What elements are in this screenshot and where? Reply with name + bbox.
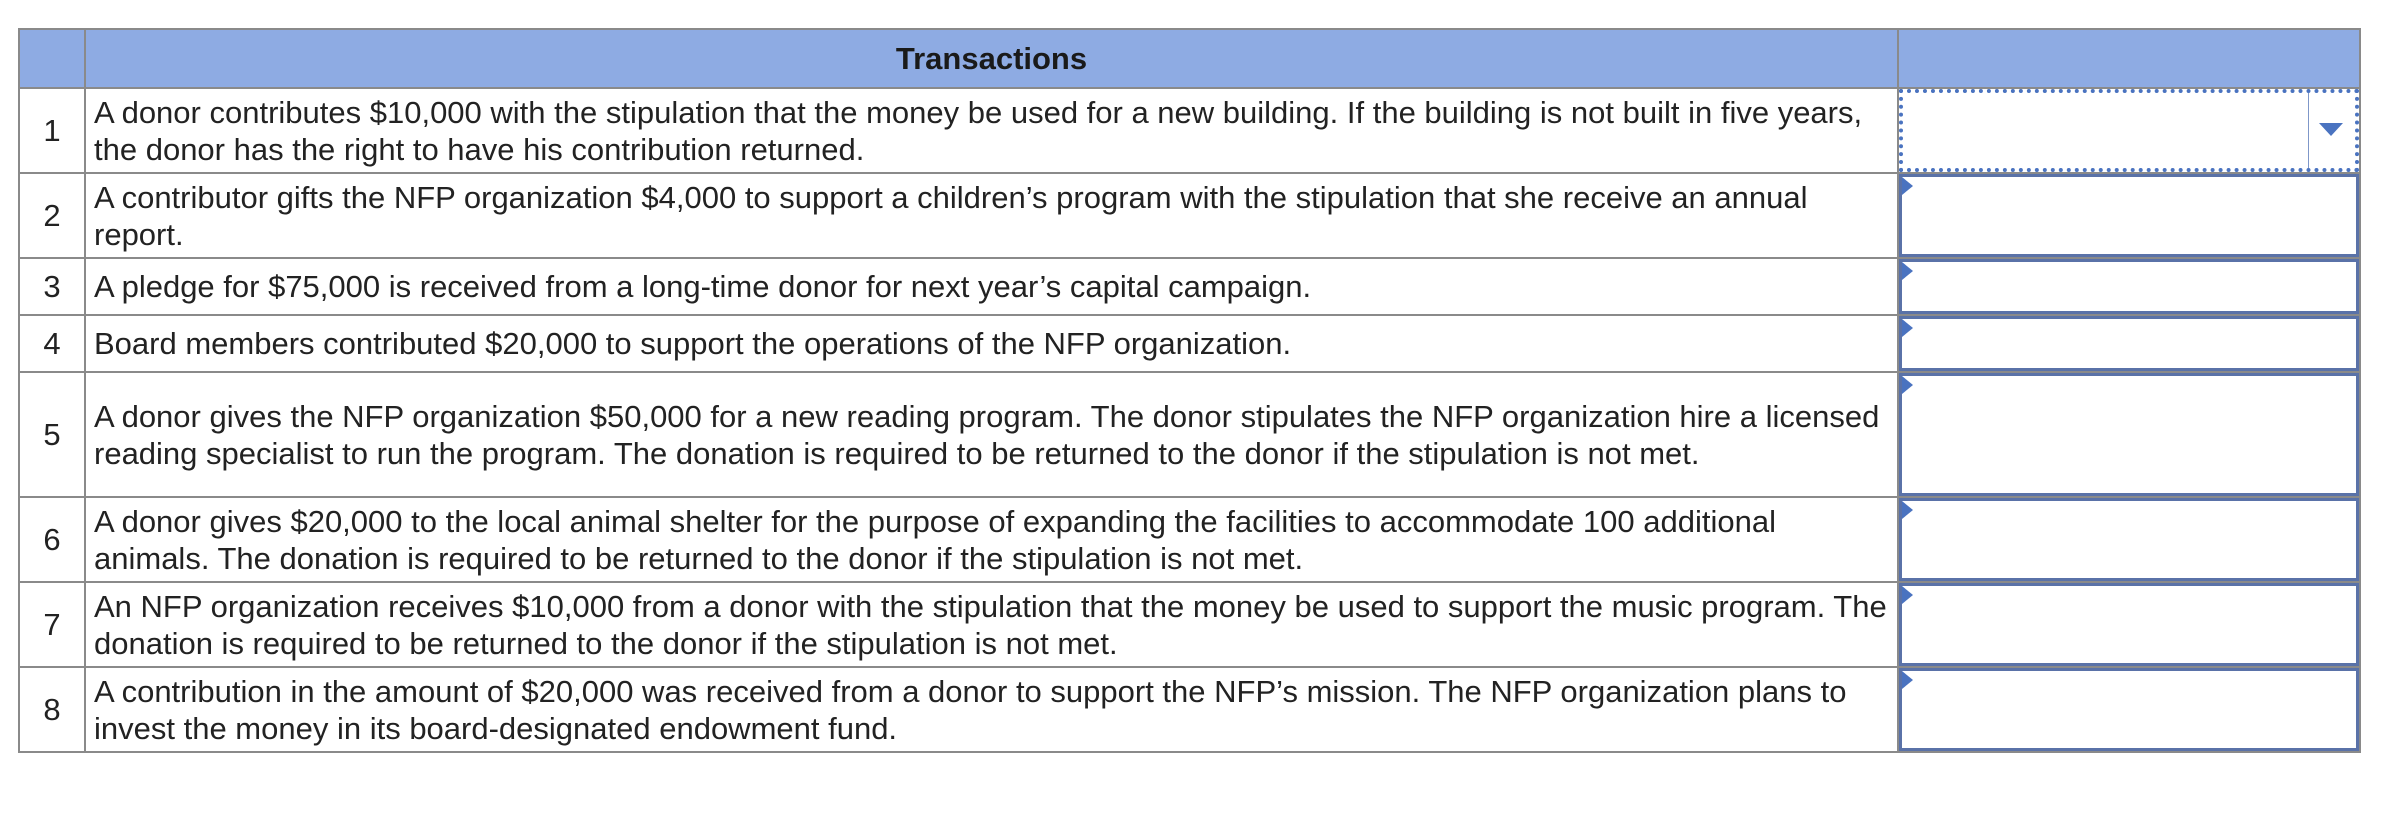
answer-cell[interactable] <box>1898 88 2360 173</box>
answer-dropdown[interactable] <box>1899 89 2359 172</box>
answer-dropdown[interactable] <box>1899 373 2359 496</box>
table-row <box>19 173 2360 258</box>
row-number: 7 <box>19 582 85 667</box>
row-number: 1 <box>19 88 85 173</box>
table-row <box>19 88 2360 173</box>
transaction-text: A donor contributes $10,000 with the stipulation that the money be used for a new building. If the building is not built in five years, the donor has the right to have his contribution returned. <box>85 88 1898 173</box>
answer-cell[interactable] <box>1898 497 2360 582</box>
answer-dropdown[interactable] <box>1899 583 2359 666</box>
dropdown-separator <box>2308 93 2309 168</box>
row-number: 6 <box>19 497 85 582</box>
row-number: 5 <box>19 372 85 497</box>
header-answer <box>1898 29 2360 88</box>
answer-cell[interactable] <box>1898 173 2360 258</box>
table-row <box>19 372 2360 497</box>
row-number: 4 <box>19 315 85 372</box>
answer-dropdown[interactable] <box>1899 668 2359 751</box>
row-number: 3 <box>19 258 85 315</box>
table-header-row <box>19 29 2360 88</box>
triangle-right-icon <box>1902 501 1913 519</box>
answer-cell[interactable] <box>1898 667 2360 752</box>
answer-dropdown[interactable] <box>1899 316 2359 371</box>
table-row <box>19 315 2360 372</box>
table-row <box>19 667 2360 752</box>
answer-cell[interactable] <box>1898 372 2360 497</box>
triangle-right-icon <box>1902 586 1913 604</box>
transactions-table <box>18 28 2361 753</box>
transaction-text: Board members contributed $20,000 to support the operations of the NFP organization. <box>85 315 1898 372</box>
answer-cell[interactable] <box>1898 582 2360 667</box>
answer-cell[interactable] <box>1898 258 2360 315</box>
transaction-text: A donor gives the NFP organization $50,000 for a new reading program. The donor stipulates the NFP organization hire a licensed reading specialist to run the program. The donation is required to be returned to the donor if the stipulation is not met. <box>85 372 1898 497</box>
transaction-text: A donor gives $20,000 to the local animal shelter for the purpose of expanding the facilities to accommodate 100 additional animals. The donation is required to be returned to the donor if the stipulation is not met. <box>85 497 1898 582</box>
triangle-right-icon <box>1902 319 1913 337</box>
table-row <box>19 258 2360 315</box>
chevron-down-icon[interactable] <box>2319 123 2343 136</box>
triangle-right-icon <box>1902 177 1913 195</box>
header-number <box>19 29 85 88</box>
triangle-right-icon <box>1902 376 1913 394</box>
table-row <box>19 497 2360 582</box>
row-number: 8 <box>19 667 85 752</box>
transaction-text: A pledge for $75,000 is received from a long-time donor for next year’s capital campaign. <box>85 258 1898 315</box>
triangle-right-icon <box>1902 262 1913 280</box>
header-transactions: Transactions <box>85 29 1898 88</box>
transactions-table-container <box>18 28 2361 753</box>
table-row <box>19 582 2360 667</box>
answer-dropdown[interactable] <box>1899 174 2359 257</box>
answer-cell[interactable] <box>1898 315 2360 372</box>
transaction-text: A contributor gifts the NFP organization $4,000 to support a children’s program with the stipulation that she receive an annual report. <box>85 173 1898 258</box>
row-number: 2 <box>19 173 85 258</box>
answer-dropdown[interactable] <box>1899 498 2359 581</box>
transaction-text: A contribution in the amount of $20,000 was received from a donor to support the NFP’s mission. The NFP organization plans to invest the money in its board-designated endowment fund. <box>85 667 1898 752</box>
triangle-right-icon <box>1902 671 1913 689</box>
answer-dropdown[interactable] <box>1899 259 2359 314</box>
transaction-text: An NFP organization receives $10,000 from a donor with the stipulation that the money be used to support the music program. The donation is required to be returned to the donor if the stipulation is not met. <box>85 582 1898 667</box>
